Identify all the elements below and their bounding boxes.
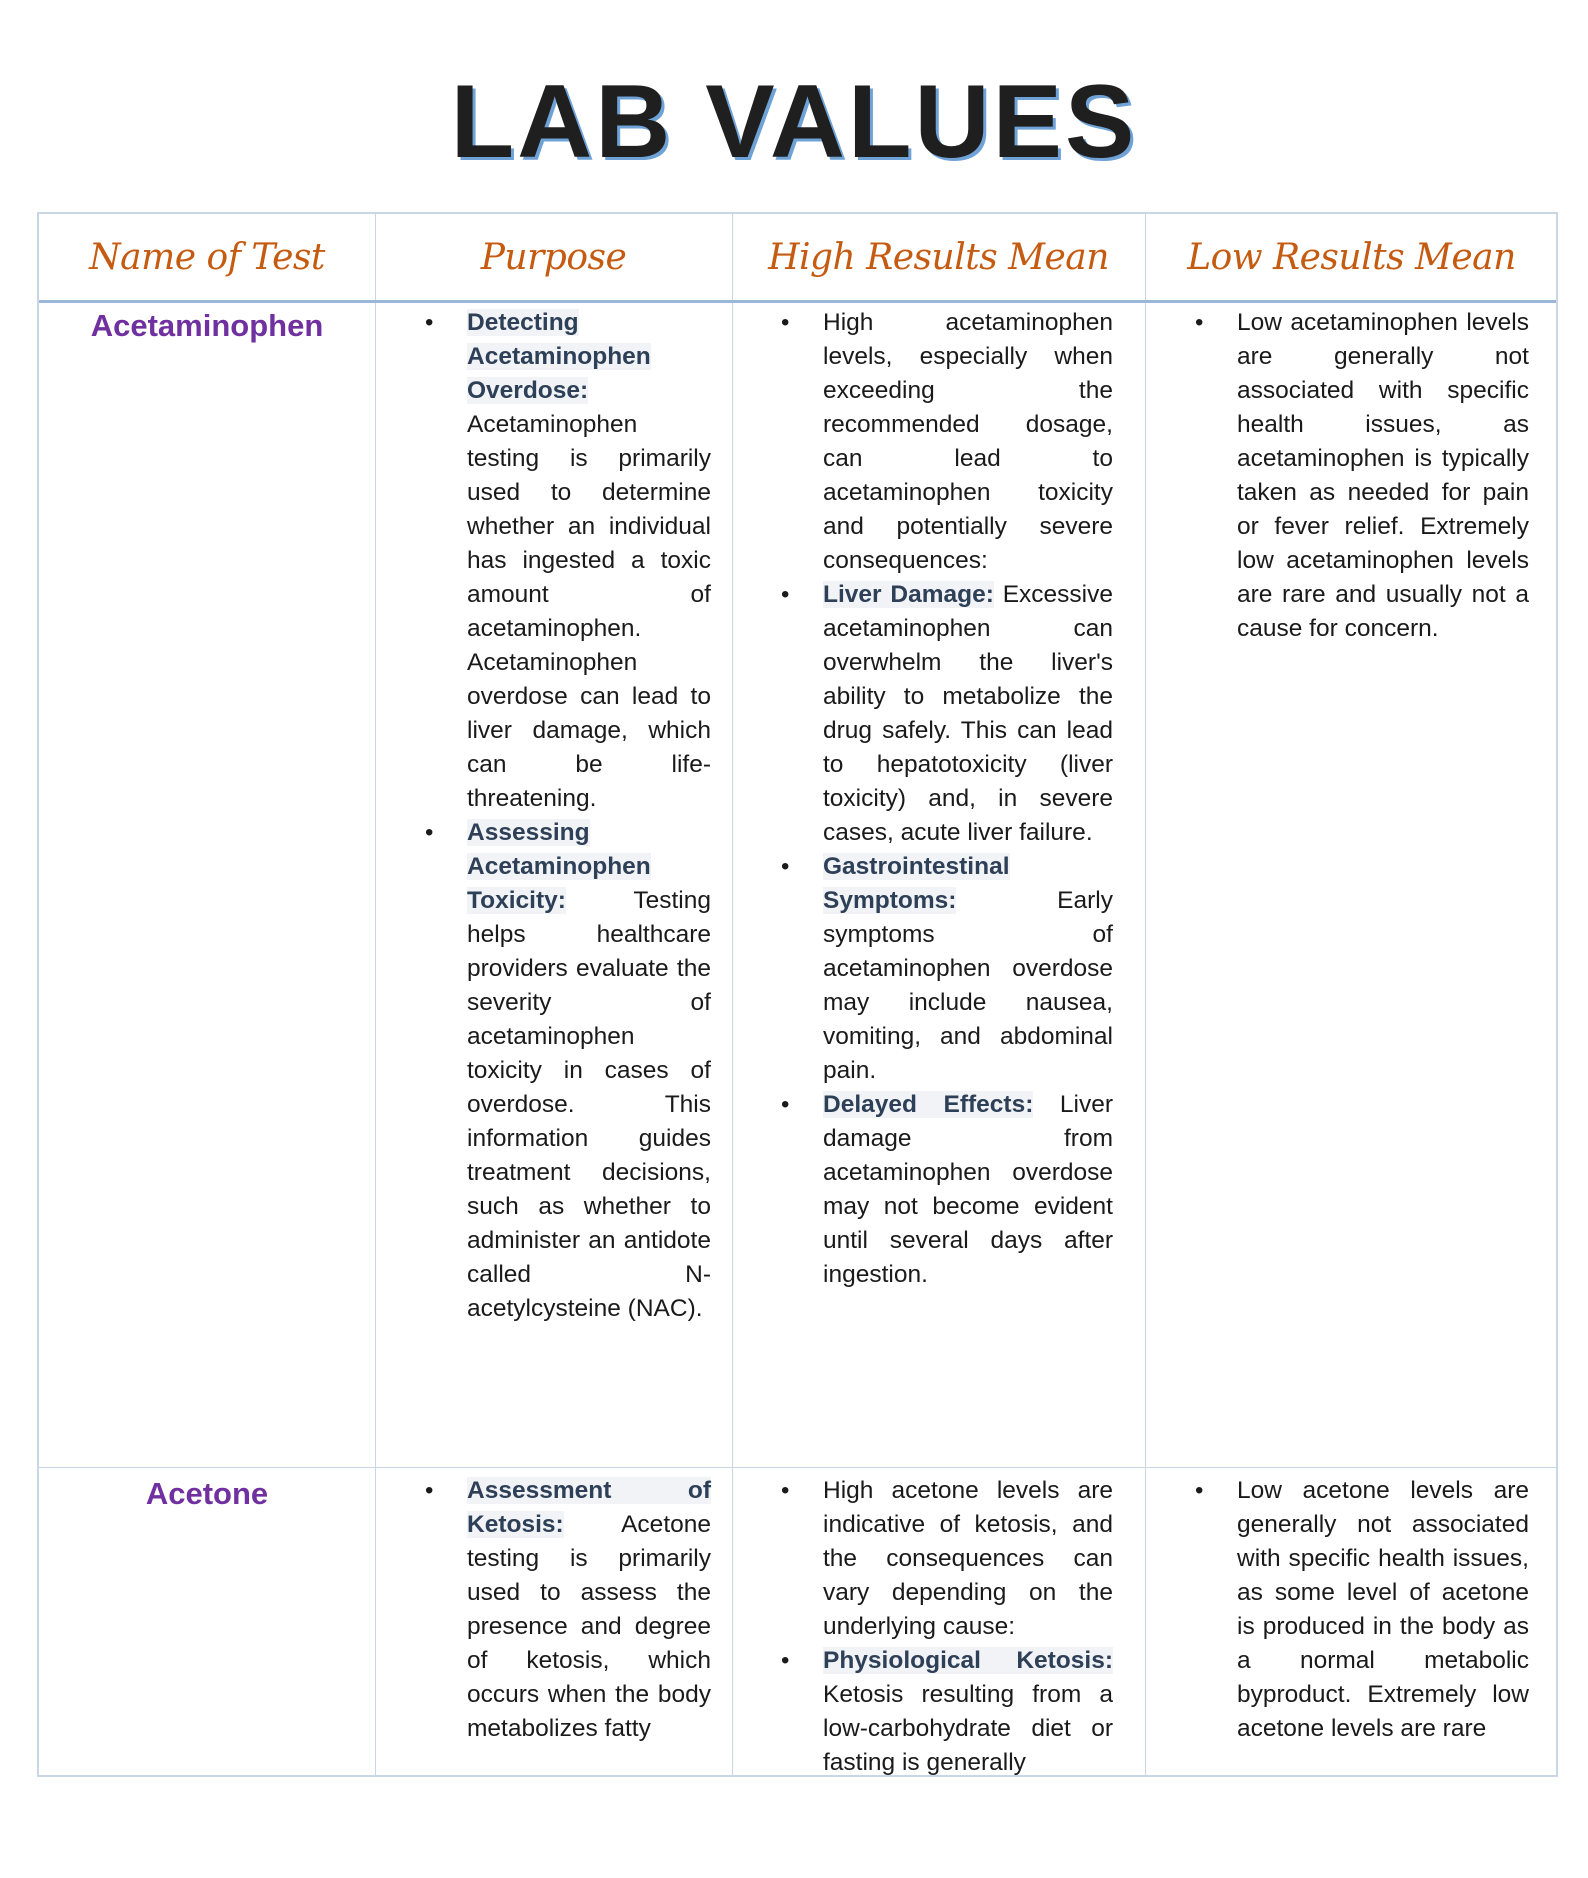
- purpose-cell-acetone: [421, 1474, 711, 1746]
- low-cell-acetaminophen: [1191, 306, 1529, 646]
- bullet-term: Liver Damage:: [823, 581, 994, 608]
- bullet-item: [421, 816, 711, 1326]
- bullet-list: [421, 306, 711, 1326]
- bullet-text: Ketosis resulting from a low-carbohydrate diet or fasting is generally: [823, 1681, 1113, 1776]
- bullet-item: [777, 1088, 1113, 1292]
- bullet-list: [777, 1474, 1113, 1777]
- bullet-item: [777, 578, 1113, 850]
- bullet-text: High acetaminophen levels, especially when exceeding the recommended dosage, can lead to acetaminophen toxicity and potentially severe consequences:: [823, 309, 1113, 574]
- test-name-acetone: Acetone: [145, 1476, 269, 1511]
- bullet-item: [777, 850, 1113, 1088]
- bullet-item: [777, 1474, 1113, 1644]
- header-divider: [39, 300, 1556, 303]
- bullet-text: Acetone testing is primarily used to assess the presence and degree of ketosis, which occurs when the body metabolizes fatty: [467, 1511, 711, 1742]
- bullet-term: Delayed Effects:: [823, 1091, 1034, 1118]
- lab-values-table: [37, 212, 1558, 1777]
- bullet-item: [421, 1474, 711, 1746]
- column-divider: [732, 214, 733, 1775]
- bullet-text: Low acetone levels are generally not associated with specific health issues, as some level of acetone is produced in the body as a normal metabolic byproduct. Extremely low acetone levels are rare: [1237, 1477, 1529, 1742]
- bullet-text: Testing helps healthcare providers evaluate the severity of acetaminophen toxicity in cases of overdose. This information guides treatment decisions, such as whether to administer an antidote called N-acetylcysteine (NAC).: [467, 887, 711, 1322]
- high-cell-acetone: [777, 1474, 1113, 1777]
- bullet-text: Low acetaminophen levels are generally not associated with specific health issues, as acetaminophen is typically taken as needed for pain or fever relief. Extremely low acetaminophen levels are rare and usually not a cause for concern.: [1237, 309, 1529, 642]
- bullet-item: [421, 306, 711, 816]
- purpose-cell-acetaminophen: [421, 306, 711, 1326]
- page-title: LAB VALUES: [450, 64, 1138, 180]
- bullet-term: Assessing Acetaminophen Toxicity:: [467, 819, 651, 914]
- bullet-item: [777, 1644, 1113, 1777]
- bullet-list: [1191, 306, 1529, 646]
- bullet-list: [777, 306, 1113, 1292]
- bullet-text: High acetone levels are indicative of ketosis, and the consequences can vary depending on the underlying cause:: [823, 1477, 1113, 1640]
- bullet-list: [1191, 1474, 1529, 1746]
- bullet-term: Detecting Acetaminophen Overdose:: [467, 309, 651, 404]
- column-divider: [375, 214, 376, 1775]
- bullet-item: [1191, 306, 1529, 646]
- bullet-text: Excessive acetaminophen can overwhelm the liver's ability to metabolize the drug safely. This can lead to hepatotoxicity (liver toxicity) and, in severe cases, acute liver failure.: [823, 581, 1113, 846]
- bullet-term: Gastrointestinal Symptoms:: [823, 853, 1010, 914]
- header-high-results: High Results Mean: [768, 236, 1109, 278]
- header-purpose: Purpose: [480, 236, 627, 278]
- bullet-item: [1191, 1474, 1529, 1746]
- bullet-text: Early symptoms of acetaminophen overdose may include nausea, vomiting, and abdominal pain.: [823, 887, 1113, 1084]
- high-cell-acetaminophen: [777, 306, 1113, 1292]
- bullet-item: [777, 306, 1113, 578]
- column-divider: [1145, 214, 1146, 1775]
- bullet-text: Acetaminophen testing is primarily used to determine whether an individual has ingested a toxic amount of acetaminophen. Acetaminophen overdose can lead to liver damage, which can be life-threatening.: [467, 411, 711, 812]
- low-cell-acetone: [1191, 1474, 1529, 1746]
- bullet-text: Liver damage from acetaminophen overdose may not become evident until several days after ingestion.: [823, 1091, 1113, 1288]
- header-low-results: Low Results Mean: [1187, 236, 1516, 278]
- header-name-of-test: Name of Test: [89, 236, 325, 278]
- test-name-acetaminophen: Acetaminophen: [90, 308, 324, 343]
- bullet-list: [421, 1474, 711, 1746]
- bullet-term: Assessment of Ketosis:: [467, 1477, 711, 1538]
- bullet-term: Physiological Ketosis:: [823, 1647, 1113, 1674]
- row-divider: [39, 1467, 1556, 1468]
